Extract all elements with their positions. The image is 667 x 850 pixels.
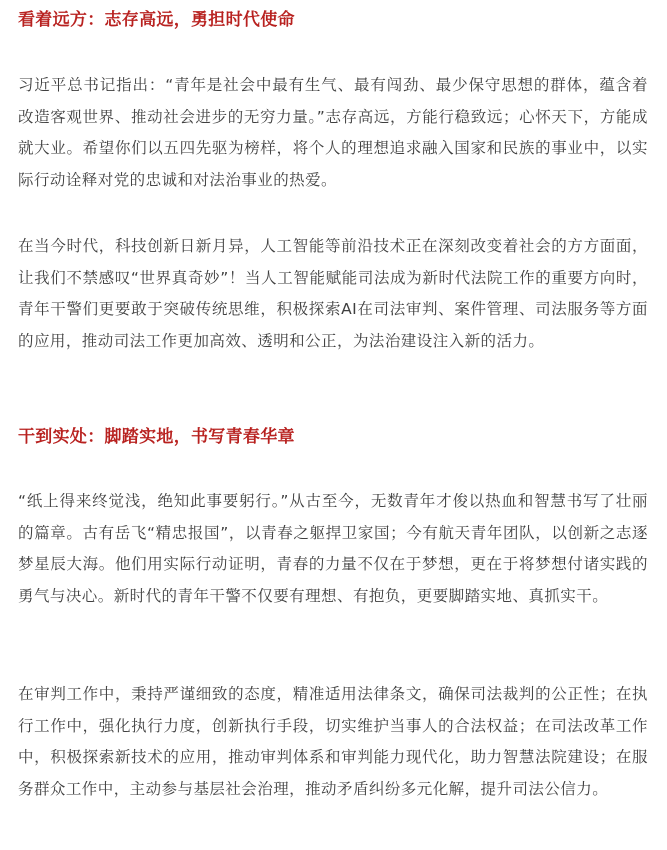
paragraph-practice: “纸上得来终觉浅，绝知此事要躬行。”从古至今，无数青年才俊以热血和智慧书写了壮丽的篇章。古有岳飞“精忠报国”，以青春之躯捍卫家国；今有航天青年团队，以创新之志逐梦星辰大海。他们用实际行动证明，青春的力量不仅在于梦想，更在于将梦想付诸实践的勇气与决心。新时代的青年干警不仅要有理想、有抱负，更要脚踏实地、真抓实干。 (18, 492, 648, 605)
section-heading-vision: 看着远方：志存高远，勇担时代使命 (18, 10, 295, 30)
paragraph-judicial-work: 在审判工作中，秉持严谨细致的态度，精准适用法律条文，确保司法裁判的公正性；在执行工作中，强化执行力度，创新执行手段，切实维护当事人的合法权益；在司法改革工作中，积极探索新技术的应用，推动审判体系和审判能力现代化，助力智慧法院建设；在服务群众工作中，主动参与基层社会治理，推动矛盾纠纷多元化解，提升司法公信力。 (18, 685, 648, 798)
section-heading-action: 干到实处：脚踏实地，书写青春华章 (18, 427, 295, 447)
paragraph-quote-youth: 习近平总书记指出：“青年是社会中最有生气、最有闯劲、最少保守思想的群体，蕴含着改造客观世界、推动社会进步的无穷力量。”志存高远，方能行稳致远；心怀天下，方能成就大业。希望你们以五四先驱为榜样，将个人的理想追求融入国家和民族的事业中，以实际行动诠释对党的忠诚和对法治事业的热爱。 (18, 76, 648, 189)
paragraph-ai-justice: 在当今时代，科技创新日新月异，人工智能等前沿技术正在深刻改变着社会的方方面面，让我们不禁感叹“世界真奇妙”！当人工智能赋能司法成为新时代法院工作的重要方向时，青年干警们更要敢于突破传统思维，积极探索AI在司法审判、案件管理、司法服务等方面的应用，推动司法工作更加高效、透明和公正，为法治建设注入新的活力。 (18, 237, 648, 350)
